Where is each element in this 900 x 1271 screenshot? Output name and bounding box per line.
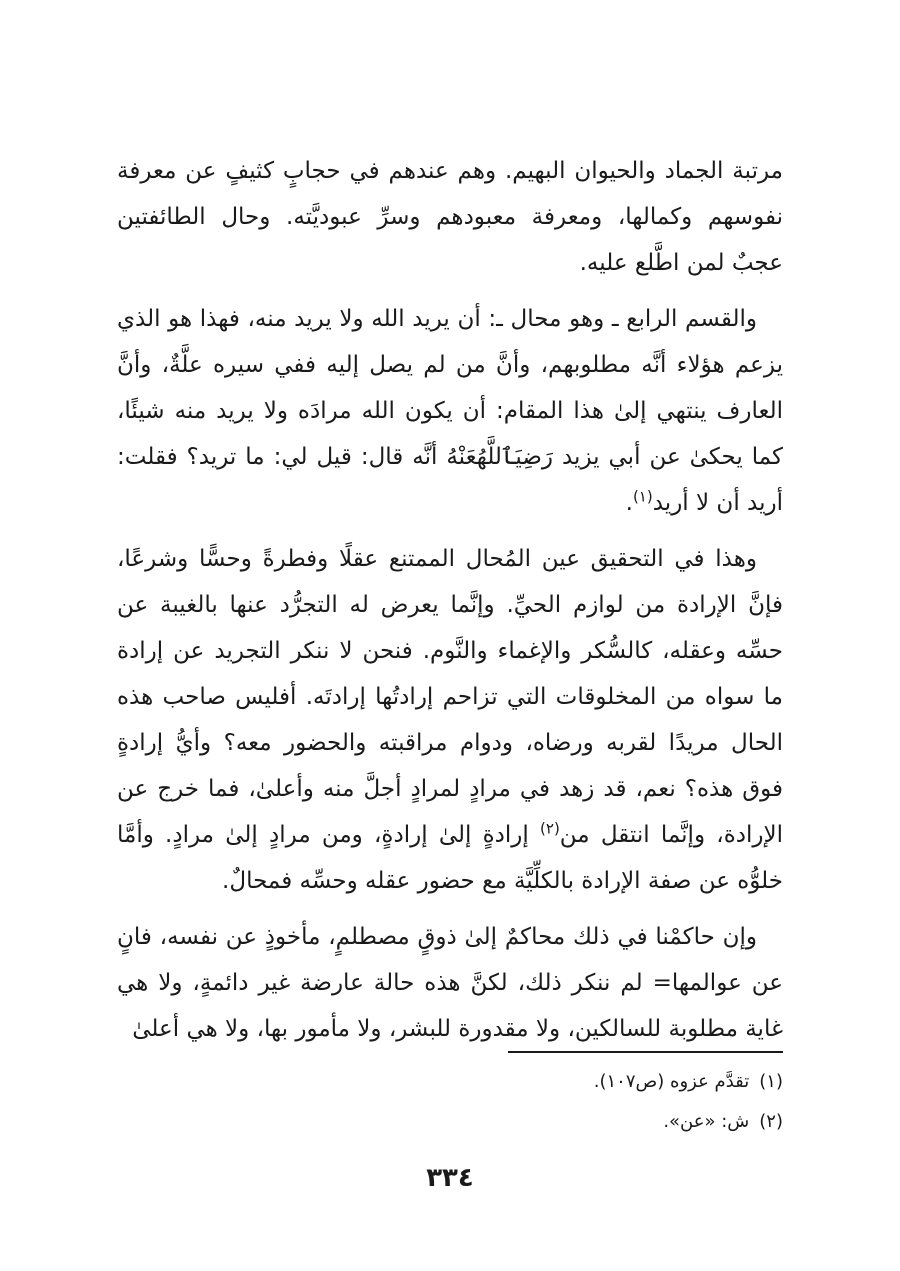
footnote-number: (٢) <box>759 1111 783 1132</box>
paragraph-1 <box>117 148 783 286</box>
footnote-item <box>117 1062 783 1102</box>
paragraph-2-text: والقسم الرابع ـ وهو محال ـ: أن يريد الله ولا يريد منه، فهذا هو الذي يزعم هؤلاء أنَّه مطلوبهم، وأنَّ من لم يصل إليه ففي سيره علَّةٌ، وأنَّ العارف ينتهي إلىٰ هذا المقام: أن يكون الله مرادَه ولا يريد منه شيئًا، كما يحكىٰ عن أبي يزيد رَضِيَٱللَّهُعَنْهُ أنَّه قال: قيل لي: ما تريد؟ فقلت: أريد أن لا أريد <box>117 306 783 516</box>
footnote-separator <box>508 1051 783 1053</box>
paragraph-1-text: مرتبة الجماد والحيوان البهيم. وهم عندهم في حجابٍ كثيفٍ عن معرفة نفوسهم وكمالها، ومعرفة معبودهم وسرِّ عبوديَّته. وحال الطائفتين عجبٌ لمن اطَّلع عليه. <box>117 158 783 276</box>
paragraph-3 <box>117 536 783 904</box>
paragraph-4-text: وإن حاكمْنا في ذلك محاكمٌ إلىٰ ذوقٍ مصطلمٍ، مأخوذٍ عن نفسه، فانٍ عن عوالمها= لم ننكر ذلك، لكنَّ هذه حالة عارضة غير دائمةٍ، ولا هي غاية مطلوبة للسالكين، ولا مقدورة للبشر، ولا مأمور بها، ولا هي أعلىٰ <box>117 924 783 1042</box>
footnote-number: (١) <box>759 1071 783 1092</box>
footnote-item <box>117 1102 783 1142</box>
paragraph-3-text: وهذا في التحقيق عين المُحال الممتنع عقلًا وفطرةً وحسًّا وشرعًا، فإنَّ الإرادة من لوازم الحيِّ. وإنَّما يعرض له التجرُّد عنها بالغيبة عن حسِّه وعقله، كالسُّكر والإغماء والنَّوم. فنحن لا ننكر التجريد عن إرادة ما سواه من المخلوقات التي تزاحم إرادتُها إرادتَه. أفليس صاحب هذه الحال مريدًا لقربه ورضاه، ودوام مراقبته والحضور معه؟ وأيُّ إرادةٍ فوق هذه؟ نعم، قد زهد في مرادٍ لمرادٍ أجلَّ منه وأعلىٰ، فما خرج عن الإرادة، وإنَّما انتقل من <box>117 546 783 848</box>
paragraph-4 <box>117 914 783 1052</box>
footnote-text: ش: «عن». <box>663 1111 750 1132</box>
footnote-ref-2[interactable]: (٢) <box>540 819 560 838</box>
paragraph-2-end: . <box>625 490 633 516</box>
main-text <box>117 148 783 1062</box>
page-number: ٣٣٤ <box>426 1163 474 1193</box>
footnotes <box>117 1062 783 1142</box>
footnote-text: تقدَّم عزوه (ص١٠٧). <box>593 1071 750 1092</box>
paragraph-3-end: إرادةٍ إلىٰ إرادةٍ، ومن مرادٍ إلىٰ مرادٍ. وأمَّا خلوُّه عن صفة الإرادة بالكلِّيَّة مع حضور عقله وحسِّه فمحالٌ. <box>117 822 783 894</box>
paragraph-2 <box>117 296 783 526</box>
footnote-ref-1[interactable]: (١) <box>632 487 653 506</box>
